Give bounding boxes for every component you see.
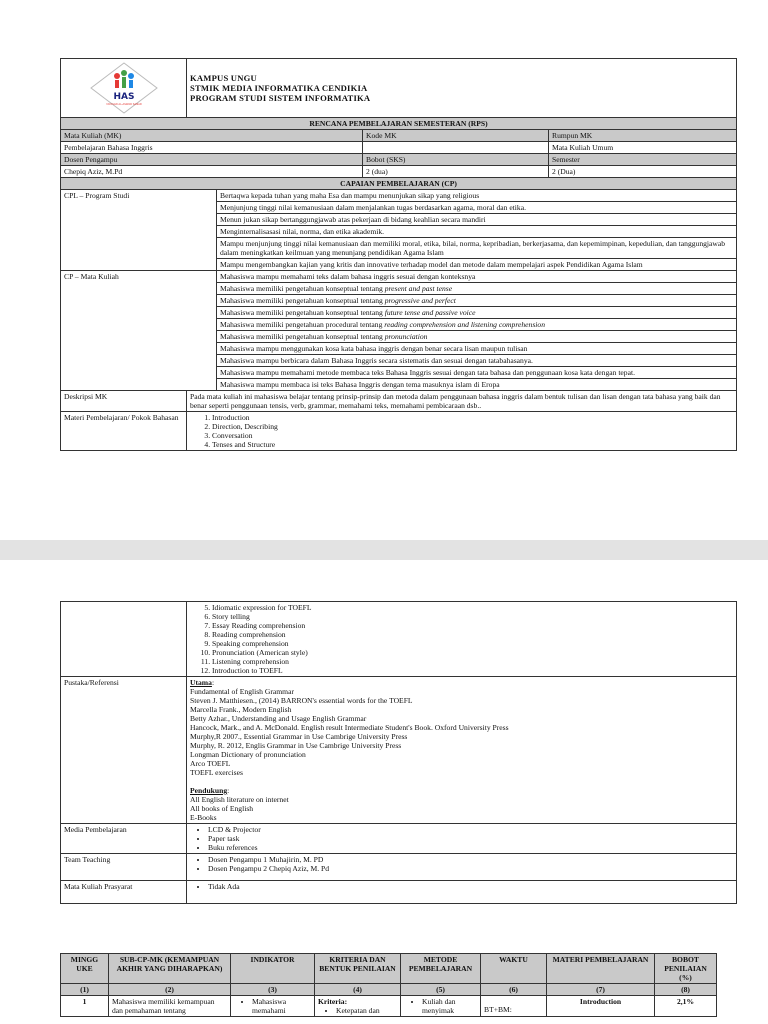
weekly-plan-table [60, 953, 717, 1017]
materi-cell: Introduction [547, 996, 655, 1017]
bobot-value: 2 (dua) [363, 166, 549, 178]
reference-item: Betty Azhar., Understanding and Usage English Grammar [190, 714, 367, 723]
bobot-label: Bobot (SKS) [363, 154, 549, 166]
reference-item: Murphy, R. 2012, Englis Grammar in Use Cambrige University Press [190, 741, 402, 750]
materi-item: 10. Pronunciation (American style) [212, 648, 733, 657]
col-header: WAKTU [481, 954, 547, 984]
col-number: (1) [61, 984, 109, 996]
semester-label: Semester [549, 154, 737, 166]
rumpun-value: Mata Kuliah Umum [549, 142, 737, 154]
metode-cell [401, 996, 481, 1017]
col-number: (8) [655, 984, 717, 996]
utama-label: Utama [190, 678, 212, 687]
materi-item: 7. Essay Reading comprehension [212, 621, 733, 630]
deskripsi-text: Pada mata kuliah ini mahasiswa belajar tentang prinsip-prinsip dan metoda dalam penggunaan bahasa inggris dalam bentuk tulisan dan lisan dengan tata bahasa yang baik dan benar seperti penggunaan tensis, verb, grammar, memahami teks, memahami pembicaraan dsb.. [187, 391, 737, 412]
institution-cell [187, 59, 737, 118]
cpmk-emphasis: reading comprehension and listening comprehension [384, 320, 545, 329]
cpmk-item [217, 379, 737, 391]
sub-cp-cell: Mahasiswa memiliki kemampuan dan pemahaman tentang [109, 996, 231, 1017]
cpmk-text: Mahasiswa mampu memahami metode membaca teks Bahasa Inggris sesuai dengan tata bahasa dan penggunaan kosa kata dengan tepat. [220, 368, 635, 377]
logo-subtext: YAYASAN AL-ASWAR SANAD [105, 103, 142, 106]
col-header: METODE PEMBELAJARAN [401, 954, 481, 984]
cpl-item: Bertaqwa kepada tuhan yang maha Esa dan mampu menunjukan sikap yang religious [217, 190, 737, 202]
cpmk-text: Mahasiswa memiliki pengetahuan konseptual tentang [220, 332, 385, 341]
cpmk-text: Mahasiswa mampu menggunakan kosa kata bahasa inggris dengan benar secara lisan maupun tulisan [220, 344, 528, 353]
cpmk-text: Mahasiswa memiliki pengetahuan konseptual tentang [220, 296, 385, 305]
cpmk-item [217, 307, 737, 319]
materi-item: 3. Conversation [212, 431, 733, 440]
campus-name: KAMPUS UNGU [190, 73, 257, 83]
col-number: (3) [231, 984, 315, 996]
kriteria-label: Kriteria: [318, 997, 348, 1006]
rumpun-label: Rumpun MK [549, 130, 737, 142]
team-list [187, 854, 737, 881]
reference-item: Arco TOEFL [190, 759, 231, 768]
logo-cell [61, 59, 187, 118]
mk-label: Mata Kuliah (MK) [61, 130, 363, 142]
reference-item: Hancock, Mark., and A. McDonald. English result Intermediate Student's Book. Oxford University Press [190, 723, 509, 732]
cpl-item: Mampu mengembangkan kajian yang kritis dan innovative terhadap model dan metode dalam mempelajari aspek Pendidikan Agama Islam [217, 259, 737, 271]
cpmk-text: Mahasiswa memiliki pengetahuan konseptual tentang [220, 284, 385, 293]
prasyarat-item: • Tidak Ada [208, 882, 733, 891]
rps-title: RENCANA PEMBELAJARAN SEMESTERAN (RPS) [61, 118, 737, 130]
reference-item: Steven J. Matthiesen., (2014) BARRON's essential words for the TOEFL [190, 696, 413, 705]
reference-item: TOEFL exercises [190, 768, 243, 777]
prasyarat-list [187, 881, 737, 904]
bobot-cell: 2,1% [655, 996, 717, 1017]
cpmk-emphasis: present and past tense [384, 284, 453, 293]
cpmk-emphasis: pronunciation [384, 332, 428, 341]
cpmk-item [217, 271, 737, 283]
cpmk-text: Mahasiswa mampu berbicara dalam Bahasa Inggris secara sistematis dan sesuai dengan tatabahasanya. [220, 356, 533, 365]
cpl-item: Menjunjung tinggi nilai kemanusiaan dalam menjalankan tugas berdasarkan agama, moral dan etika. [217, 202, 737, 214]
table-row [61, 996, 717, 1017]
cpl-item: Menginternalisasasi nilai, norma, dan etika akademik. [217, 226, 737, 238]
kode-label: Kode MK [363, 130, 549, 142]
semester-value: 2 (Dua) [549, 166, 737, 178]
materi-item: 5. Idiomatic expression for TOEFL [212, 603, 733, 612]
cpmk-text: Mahasiswa mampu membaca isi teks Bahasa Inggris dengan tema masuknya islam di Eropa [220, 380, 500, 389]
cpmk-text: Mahasiswa memiliki pengetahuan procedural tentang [220, 320, 385, 329]
col-header: KRITERIA DAN BENTUK PENILAIAN [315, 954, 401, 984]
dosen-value: Chepiq Aziz, M.Pd [61, 166, 363, 178]
media-label: Media Pembelajaran [61, 824, 187, 854]
reference-item: Murphy,R 2007., Essential Grammar in Use Cambrige University Press [190, 732, 408, 741]
dosen-label: Dosen Pengampu [61, 154, 363, 166]
materi-item: 4. Tenses and Structure [212, 440, 733, 449]
materi-item: 1. Introduction [212, 413, 733, 422]
cpmk-label: CP – Mata Kuliah [61, 271, 217, 391]
team-item: • Dosen Pengampu 1 Muhajirin, M. PD [208, 855, 733, 864]
reference-item: E-Books [190, 813, 217, 822]
pustaka-label: Pustaka/Referensi [61, 677, 187, 824]
reference-item: Fundamental of English Grammar [190, 687, 294, 696]
rps-table-continued [60, 601, 737, 904]
reference-item: All English literature on internet [190, 795, 289, 804]
cpl-item: Mampu menjunjung tinggi nilai kemanusiaan dan memiliki moral, etika, bilai, norma, kepribadian, berkerjasama, dan kepemimpinan, kepedulian, dan tanggungjawab dalam meningkatkan keilmuan yang menunjang pendidikan Agama Islam [217, 238, 737, 259]
metode-item: • Kuliah dan menyimak [422, 997, 477, 1015]
indikator-item: • Mahasiswa memahami [252, 997, 311, 1015]
kode-value [363, 142, 549, 154]
week-number: 1 [61, 996, 109, 1017]
institution-logo [64, 61, 183, 115]
cpmk-emphasis: future tense and passive voice [384, 308, 476, 317]
cpmk-item [217, 355, 737, 367]
pustaka-content: Utama: Fundamental of English Grammar Steven J. Matthiesen., (2014) BARRON's essential words for the TOEFL Marcella Frank., Modern English Betty Azhar., Understanding and Usage English Grammar Hancock, Mark., and A. McDonald. English result Intermediate Student's Book. Oxford University Press Murphy,R 2007., Essential Grammar in Use Cambrige University Press Murphy, R. 2012, Englis Grammar in Use Cambrige University Press Longman Dictionary of pronunciation Arco TOEFL TOEFL exercises Pendukung: All English literature on internet All books of English E-Books [187, 677, 737, 824]
materi-label: Materi Pembelajaran/ Pokok Bahasan [61, 412, 187, 451]
waktu-cell [481, 996, 547, 1017]
materi-item: 2. Direction, Describing [212, 422, 733, 431]
has-logo-icon [87, 61, 161, 115]
col-header: SUB-CP-MK (KEMAMPUAN AKHIR YANG DIHARAPKAN) [109, 954, 231, 984]
materi-item: 11. Listening comprehension [212, 657, 733, 666]
mk-value: Pembelajaran Bahasa Inggris [61, 142, 363, 154]
cpmk-item [217, 331, 737, 343]
logo-text: HAS [113, 92, 134, 102]
cpl-item: Menun jukan sikap bertanggungjawab atas pekerjaan di bidang keahlian secara mandiri [217, 214, 737, 226]
media-item: • Paper task [208, 834, 733, 843]
kriteria-cell [315, 996, 401, 1017]
cpl-label: CPL – Program Studi [61, 190, 217, 271]
indikator-cell [231, 996, 315, 1017]
cpmk-text: Mahasiswa memiliki pengetahuan konseptual tentang [220, 308, 385, 317]
cpmk-item [217, 343, 737, 355]
cpmk-item [217, 295, 737, 307]
col-number: (2) [109, 984, 231, 996]
reference-item: All books of English [190, 804, 254, 813]
team-label: Team Teaching [61, 854, 187, 881]
materi-label-continued [61, 602, 187, 677]
reference-item: Longman Dictionary of pronunciation [190, 750, 306, 759]
media-item: • Buku references [208, 843, 733, 852]
institution-name: STMIK MEDIA INFORMATIKA CENDIKIA [190, 83, 368, 93]
media-list [187, 824, 737, 854]
materi-list [187, 412, 737, 451]
pendukung-label: Pendukung [190, 786, 228, 795]
materi-list-continued [187, 602, 737, 677]
materi-item: 8. Reading comprehension [212, 630, 733, 639]
cpmk-item [217, 283, 737, 295]
col-number: (7) [547, 984, 655, 996]
deskripsi-label: Deskripsi MK [61, 391, 187, 412]
col-header: MINGG UKE [61, 954, 109, 984]
col-number: (6) [481, 984, 547, 996]
cpmk-emphasis: progressive and perfect [384, 296, 456, 305]
col-header: MATERI PEMBELAJARAN [547, 954, 655, 984]
col-number: (5) [401, 984, 481, 996]
kriteria-item: • Ketepatan dan [336, 1006, 397, 1015]
media-item: • LCD & Projector [208, 825, 733, 834]
cpmk-item [217, 319, 737, 331]
page-2 [0, 560, 768, 1024]
team-item: • Dosen Pengampu 2 Chepiq Aziz, M. Pd [208, 864, 733, 873]
materi-item: 12. Introduction to TOEFL [212, 666, 733, 675]
col-header: INDIKATOR [231, 954, 315, 984]
cpmk-text: Mahasiswa mampu memahami teks dalam bahasa inggris sesuai dengan konteksnya [220, 272, 476, 281]
cp-title: CAPAIAN PEMBELAJARAN (CP) [61, 178, 737, 190]
col-number: (4) [315, 984, 401, 996]
waktu-value: BT+BM: [484, 1005, 512, 1014]
rps-table [60, 58, 737, 451]
program-name: PROGRAM STUDI SISTEM INFORMATIKA [190, 93, 371, 103]
cpmk-item [217, 367, 737, 379]
materi-item: 6. Story telling [212, 612, 733, 621]
col-header: BOBOT PENILAIAN (%) [655, 954, 717, 984]
reference-item: Marcella Frank., Modern English [190, 705, 292, 714]
materi-item: 9. Speaking comprehension [212, 639, 733, 648]
prasyarat-label: Mata Kuliah Prasyarat [61, 881, 187, 904]
